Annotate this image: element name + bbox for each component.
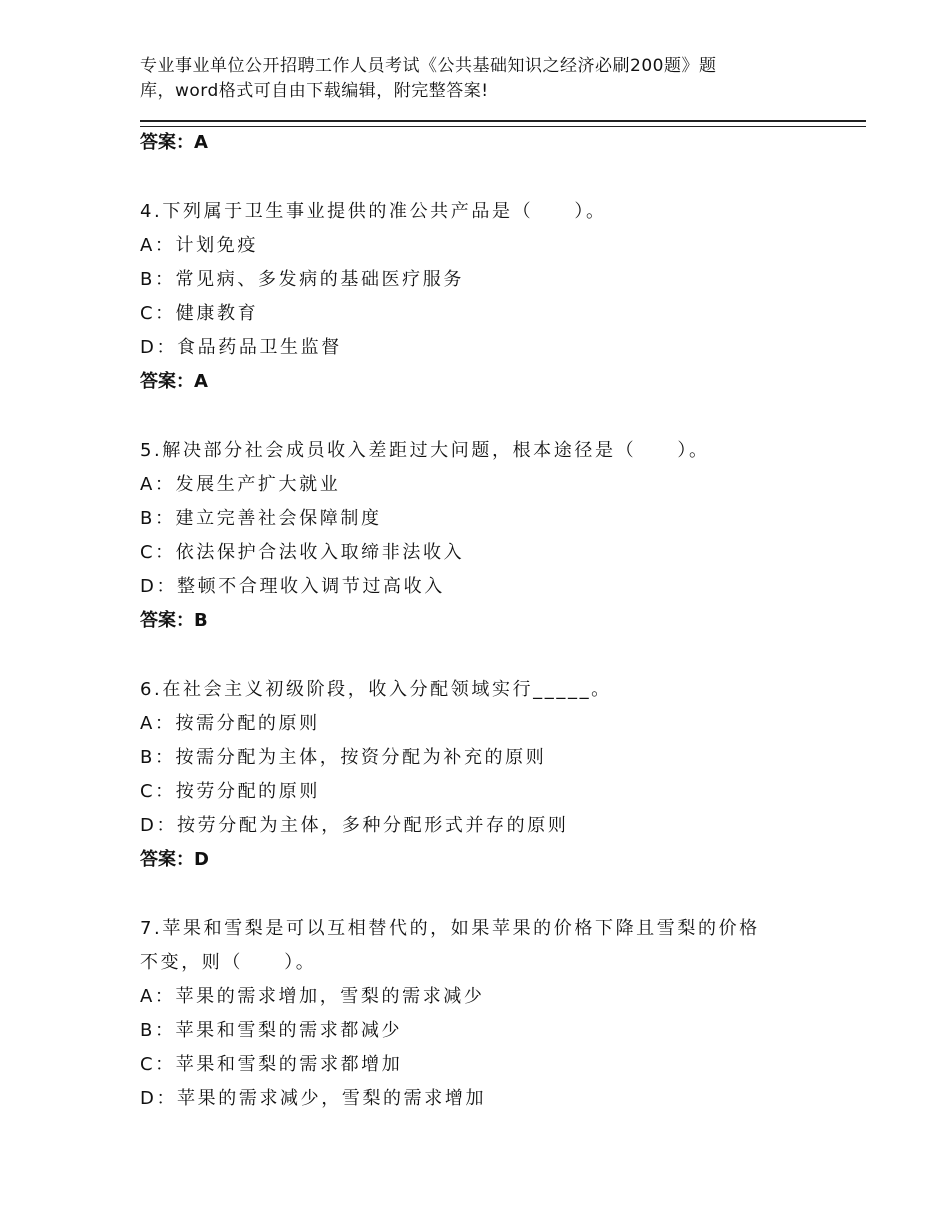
header-title-line-2: 库，word格式可自由下载编辑，附完整答案! xyxy=(140,81,489,101)
question-answer: 答案：B xyxy=(140,610,208,631)
option-a: A：按需分配的原则 xyxy=(140,713,320,734)
previous-answer: 答案：A xyxy=(140,132,208,153)
question-stem-line-2: 不变，则（ ）。 xyxy=(140,952,317,973)
option-c: C：依法保护合法收入取缔非法收入 xyxy=(140,542,465,563)
option-b: B：苹果和雪梨的需求都减少 xyxy=(140,1020,403,1041)
question-answer: 答案：D xyxy=(140,849,209,870)
option-b: B：建立完善社会保障制度 xyxy=(140,508,382,529)
option-a: A：发展生产扩大就业 xyxy=(140,474,341,495)
option-c: C：按劳分配的原则 xyxy=(140,781,320,802)
option-a: A：苹果的需求增加，雪梨的需求减少 xyxy=(140,986,485,1007)
option-b: B：常见病、多发病的基础医疗服务 xyxy=(140,269,464,290)
option-d: D：按劳分配为主体，多种分配形式并存的原则 xyxy=(140,815,569,836)
document-header xyxy=(140,54,800,104)
option-a: A：计划免疫 xyxy=(140,235,258,256)
question-stem: 6.在社会主义初级阶段，收入分配领域实行_____。 xyxy=(140,679,612,700)
option-d: D：苹果的需求减少，雪梨的需求增加 xyxy=(140,1088,487,1109)
option-b: B：按需分配为主体，按资分配为补充的原则 xyxy=(140,747,547,768)
question-stem: 5.解决部分社会成员收入差距过大问题，根本途径是（ ）。 xyxy=(140,440,710,461)
question-answer: 答案：A xyxy=(140,371,208,392)
option-d: D：食品药品卫生监督 xyxy=(140,337,342,358)
option-c: C：苹果和雪梨的需求都增加 xyxy=(140,1054,403,1075)
header-divider xyxy=(140,120,866,127)
question-stem: 4.下列属于卫生事业提供的准公共产品是（ ）。 xyxy=(140,201,607,222)
header-title-line-1: 专业事业单位公开招聘工作人员考试《公共基础知识之经济必刷200题》题 xyxy=(140,56,717,76)
option-d: D：整顿不合理收入调节过高收入 xyxy=(140,576,445,597)
option-c: C：健康教育 xyxy=(140,303,259,324)
question-stem-line-1: 7.苹果和雪梨是可以互相替代的，如果苹果的价格下降且雪梨的价格 xyxy=(140,918,760,939)
